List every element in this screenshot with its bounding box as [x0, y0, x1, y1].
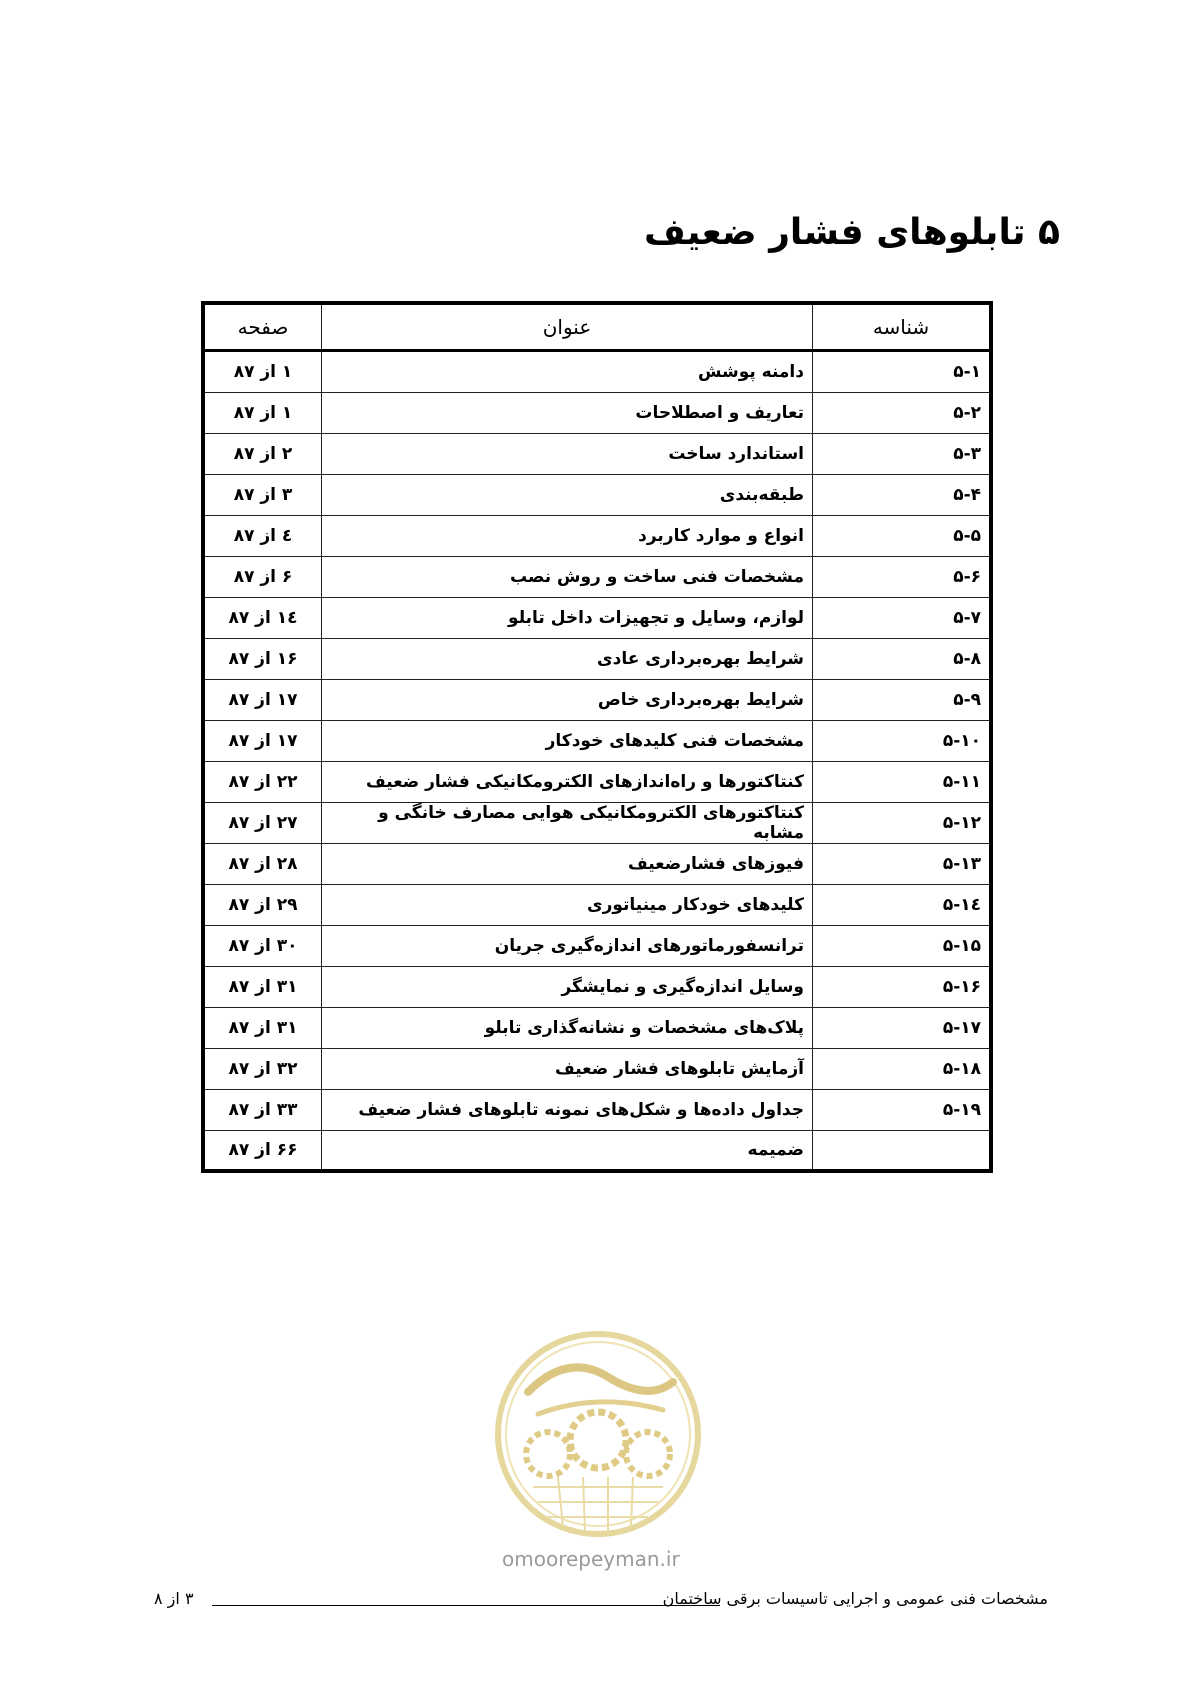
row-title: جداول داده‌ها و شکل‌های نمونه تابلوهای فشار ضعیف	[322, 1090, 813, 1131]
table-row	[203, 926, 991, 967]
row-id: ۵-۱	[813, 351, 992, 393]
row-title: ضمیمه	[322, 1131, 813, 1172]
row-title: طبقه‌بندی	[322, 475, 813, 516]
row-title: استاندارد ساخت	[322, 434, 813, 475]
row-id: ۵-۱۹	[813, 1090, 992, 1131]
row-page: ۳۱ از ۸۷	[203, 1008, 322, 1049]
row-id: ۵-۴	[813, 475, 992, 516]
row-id: ۵-۱٤	[813, 885, 992, 926]
row-id: ۵-۲	[813, 393, 992, 434]
table-row	[203, 351, 991, 393]
row-id: ۵-۶	[813, 557, 992, 598]
table-row	[203, 1049, 991, 1090]
table-row	[203, 434, 991, 475]
table-row	[203, 639, 991, 680]
row-id: ۵-۱۳	[813, 844, 992, 885]
table-of-contents	[201, 301, 993, 1173]
row-page: ۲۲ از ۸۷	[203, 762, 322, 803]
row-title: فیوزهای فشارضعیف	[322, 844, 813, 885]
row-id: ۵-۹	[813, 680, 992, 721]
row-title: شرایط بهره‌برداری عادی	[322, 639, 813, 680]
table-row	[203, 557, 991, 598]
footer-document-title: مشخصات فنی عمومی و اجرایی تاسیسات برقی ساختمان	[662, 1589, 1048, 1608]
row-title: مشخصات فنی ساخت و روش نصب	[322, 557, 813, 598]
row-id: ۵-۱۵	[813, 926, 992, 967]
table-row	[203, 1090, 991, 1131]
row-page: ۲۹ از ۸۷	[203, 885, 322, 926]
row-id: ۵-۸	[813, 639, 992, 680]
table-row	[203, 967, 991, 1008]
header-title: عنوان	[322, 303, 813, 351]
row-page: ۲۷ از ۸۷	[203, 803, 322, 844]
footer-page-number: ۳ از ۸	[154, 1589, 194, 1608]
row-title: وسایل اندازه‌گیری و نمایشگر	[322, 967, 813, 1008]
table-row	[203, 393, 991, 434]
row-id: ۵-۷	[813, 598, 992, 639]
table-row	[203, 803, 991, 844]
row-page: ٤ از ۸۷	[203, 516, 322, 557]
row-id	[813, 1131, 992, 1172]
table-row	[203, 1131, 991, 1172]
header-page: صفحه	[203, 303, 322, 351]
table-row	[203, 516, 991, 557]
row-title: انواع و موارد کاربرد	[322, 516, 813, 557]
row-page: ۲ از ۸۷	[203, 434, 322, 475]
row-id: ۵-۱۰	[813, 721, 992, 762]
row-title: کنتاکتورهای الکترومکانیکی هوایی مصارف خانگی و مشابه	[322, 803, 813, 844]
row-page: ۳۲ از ۸۷	[203, 1049, 322, 1090]
row-id: ۵-۱۶	[813, 967, 992, 1008]
row-id: ۵-۱۱	[813, 762, 992, 803]
footer-divider	[212, 1605, 720, 1606]
watermark-url: omoorepeyman.ir	[502, 1547, 680, 1571]
table-row	[203, 844, 991, 885]
table-row	[203, 598, 991, 639]
row-id: ۵-۳	[813, 434, 992, 475]
row-page: ۱٤ از ۸۷	[203, 598, 322, 639]
watermark-seal-icon	[488, 1322, 708, 1552]
row-page: ۳۰ از ۸۷	[203, 926, 322, 967]
header-id: شناسه	[813, 303, 992, 351]
row-page: ۲۸ از ۸۷	[203, 844, 322, 885]
table-row	[203, 762, 991, 803]
row-title: شرایط بهره‌برداری خاص	[322, 680, 813, 721]
table-row	[203, 885, 991, 926]
row-id: ۵-۱۸	[813, 1049, 992, 1090]
row-page: ۶۶ از ۸۷	[203, 1131, 322, 1172]
row-title: دامنه پوشش	[322, 351, 813, 393]
row-title: تعاریف و اصطلاحات	[322, 393, 813, 434]
row-page: ۳ از ۸۷	[203, 475, 322, 516]
row-title: پلاک‌های مشخصات و نشانه‌گذاری تابلو	[322, 1008, 813, 1049]
row-page: ۱۷ از ۸۷	[203, 680, 322, 721]
table-header-row	[203, 303, 991, 351]
row-title: کلیدهای خودکار مینیاتوری	[322, 885, 813, 926]
table-row	[203, 1008, 991, 1049]
row-title: مشخصات فنی کلیدهای خودکار	[322, 721, 813, 762]
table-row	[203, 680, 991, 721]
row-id: ۵-۱۲	[813, 803, 992, 844]
row-id: ۵-۱۷	[813, 1008, 992, 1049]
table-row	[203, 475, 991, 516]
row-title: آزمایش تابلوهای فشار ضعیف	[322, 1049, 813, 1090]
row-page: ۱۷ از ۸۷	[203, 721, 322, 762]
row-title: ترانسفورماتورهای اندازه‌گیری جریان	[322, 926, 813, 967]
table-row	[203, 721, 991, 762]
row-id: ۵-۵	[813, 516, 992, 557]
row-page: ۱۶ از ۸۷	[203, 639, 322, 680]
row-page: ۳۱ از ۸۷	[203, 967, 322, 1008]
row-page: ۱ از ۸۷	[203, 351, 322, 393]
row-title: کنتاکتورها و راه‌اندازهای الکترومکانیکی فشار ضعیف	[322, 762, 813, 803]
section-title: ۵ تابلوهای فشار ضعیف	[644, 212, 1060, 253]
row-title: لوازم، وسایل و تجهیزات داخل تابلو	[322, 598, 813, 639]
row-page: ۱ از ۸۷	[203, 393, 322, 434]
row-page: ۶ از ۸۷	[203, 557, 322, 598]
row-page: ۳۳ از ۸۷	[203, 1090, 322, 1131]
